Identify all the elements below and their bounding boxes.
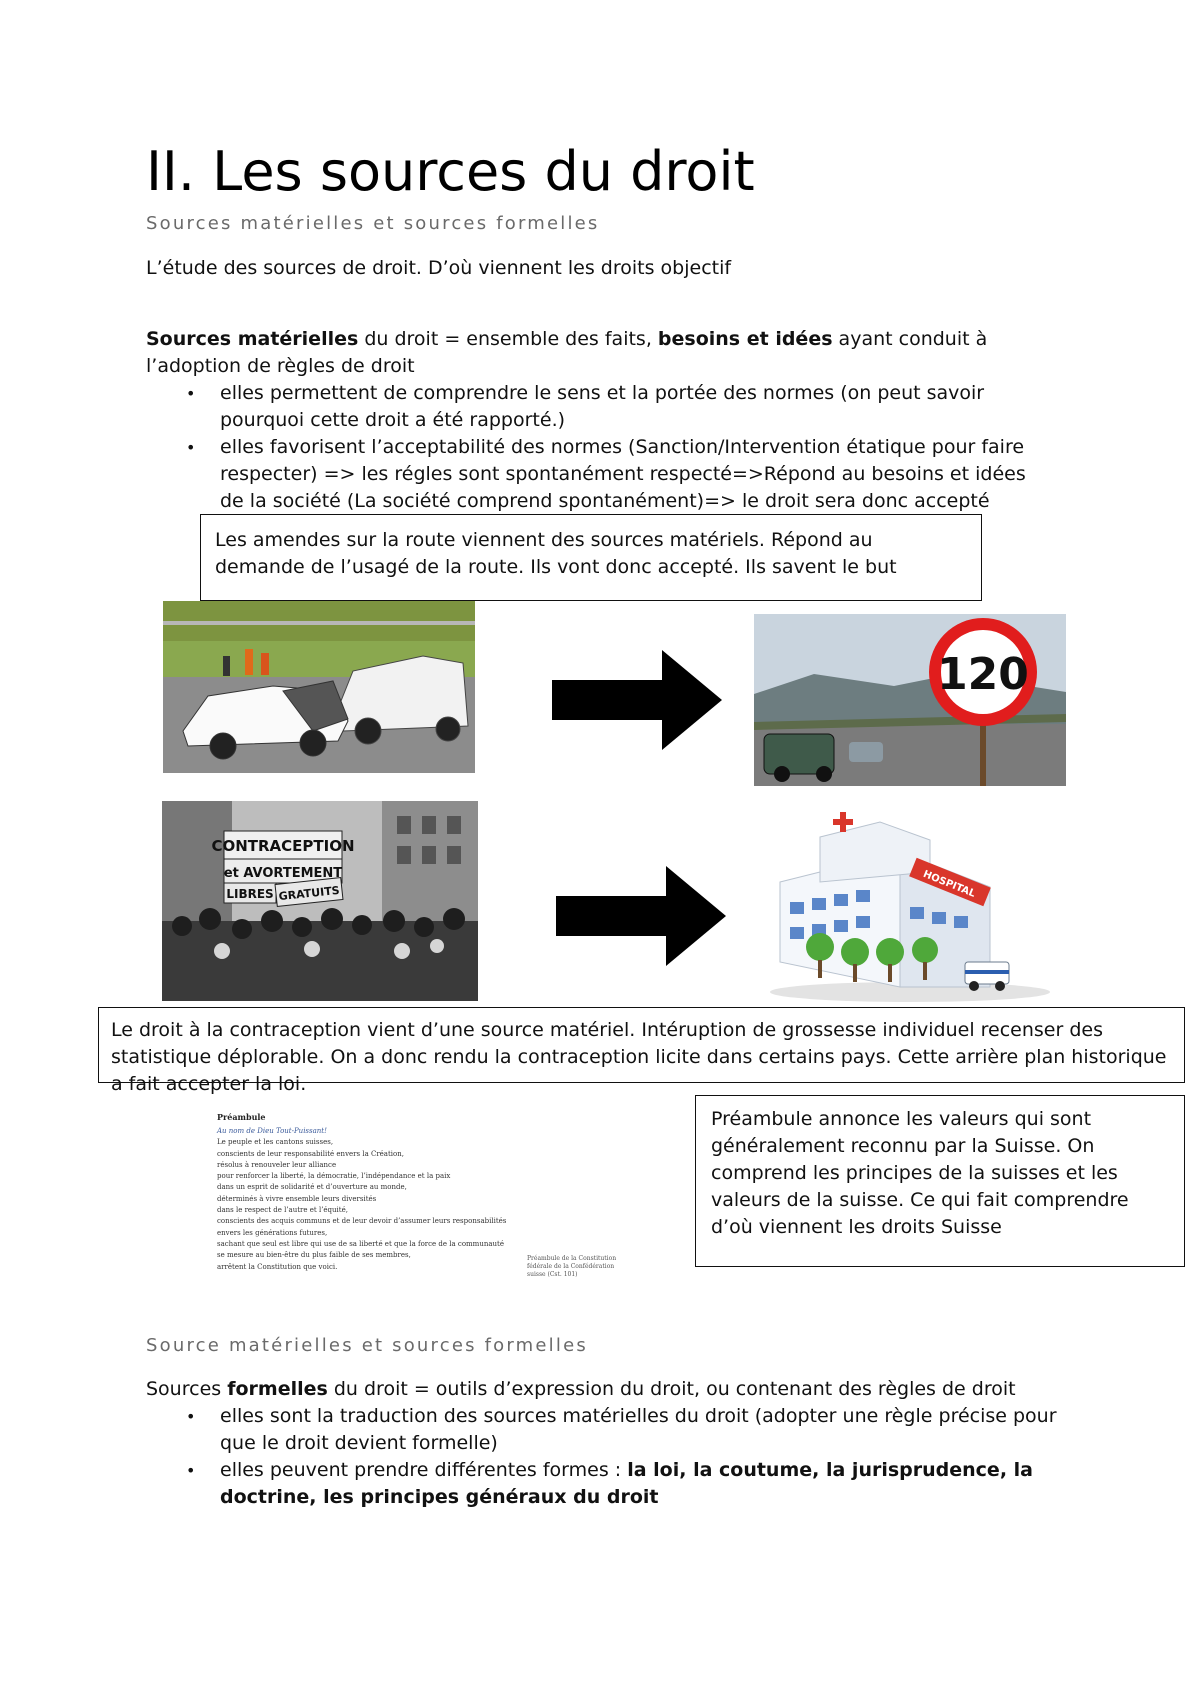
preamble-line: Le peuple et les cantons suisses, (217, 1138, 334, 1147)
protest-sign-1: CONTRACEPTION (211, 837, 355, 855)
protest-sign-2: et AVORTEMENT (223, 866, 343, 881)
preamble-line: arrêtent la Constitution que voici. (217, 1262, 338, 1271)
preamble-lines (217, 1126, 537, 1273)
formelles-bullet-1: elles sont la traduction des sources matérielles du droit (adopter une règle précise pour que le droit devient formelle) (220, 1405, 1057, 1454)
intro-text: L’étude des sources de droit. D’où viennent les droits objectif (146, 257, 732, 279)
preamble-line: envers les générations futures, (217, 1228, 328, 1237)
formelles-bullet-2b: la loi, la coutume, la jurisprudence, la doctrine, les principes généraux du droit (220, 1459, 1033, 1508)
preamble-line: dans un esprit de solidarité et d’ouverture au monde, (217, 1183, 407, 1192)
preamble-source: Préambule de la Constitution fédérale de la Confédération suisse (Cst. 101) (527, 1255, 617, 1278)
preamble-line: dans le respect de l’autre et l’équité, (217, 1206, 348, 1215)
preamble-heading: Préambule (217, 1112, 266, 1122)
formelles-bullet-2a: elles peuvent prendre différentes formes : (220, 1459, 628, 1481)
materielles-term: Sources matérielles (146, 328, 359, 350)
bullet-icon: • (186, 1407, 196, 1426)
preamble-line: conscients de leur responsabilité envers la Création, (217, 1149, 404, 1158)
formelles-lead: Sources (146, 1378, 228, 1400)
car-crash-photo (163, 601, 475, 773)
section-subtitle-2: Source matérielles et sources formelles (146, 1335, 588, 1356)
route-note-text: Les amendes sur la route viennent des sources matériels. Répond au demande de l’usagé de la route. Ils vont donc accepté. Ils savent le but (215, 529, 897, 578)
materielles-definition (146, 326, 1026, 380)
formelles-def: du droit = outils d’expression du droit, ou contenant des règles de droit (327, 1378, 1016, 1400)
preamble-line: Au nom de Dieu Tout-Puissant! (217, 1127, 327, 1135)
formelles-bullet-list (146, 1403, 1066, 1511)
formelles-term: formelles (227, 1378, 328, 1400)
contraception-note-box (98, 1007, 1185, 1095)
protest-sign-3: LIBRES (226, 887, 274, 901)
materielles-def-b: besoins et idées (657, 328, 833, 350)
list-item (146, 1403, 1066, 1457)
route-note-box (200, 514, 982, 601)
list-item (146, 1457, 1066, 1511)
preamble-line: sachant que seul est libre qui use de sa liberté et que la force de la communauté (217, 1239, 504, 1248)
materielles-bullet-1: elles permettent de comprendre le sens et la portée des normes (on peut savoir pourquoi cette droit a été rapporté.) (220, 382, 985, 431)
preambule-note-box (695, 1095, 1185, 1267)
list-item (146, 380, 1026, 434)
page-title: II. Les sources du droit (146, 140, 755, 203)
bullet-icon: • (186, 1461, 196, 1480)
speed-limit-photo (754, 614, 1066, 786)
list-item (146, 434, 1026, 515)
preamble-document-image (197, 1100, 645, 1286)
preambule-note-text: Préambule annonce les valeurs qui sont généralement reconnu par la Suisse. On comprend les principes de la suisses et les valeurs de la suisse. Ce qui fait comprendre d’où viennent les droits Suisse (711, 1108, 1129, 1238)
bullet-icon: • (186, 384, 196, 403)
preamble-line: se mesure au bien-être du plus faible de ses membres, (217, 1251, 411, 1260)
speed-sign-value: 120 (937, 649, 1029, 700)
materielles-bullet-2: elles favorisent l’acceptabilité des normes (Sanction/Intervention étatique pour faire respecter) => les régles sont spontanément respecté=>Répond au besoins et idées de la société (La société comprend spontanément)=> le droit sera donc accepté (220, 436, 1026, 512)
arrow-right-icon (552, 650, 722, 750)
materielles-bullet-list (146, 380, 1026, 515)
protest-photo (162, 801, 478, 1001)
arrow-right-icon (556, 866, 726, 966)
hospital-label: HOSPITAL (921, 868, 977, 900)
protest-sign-4: GRATUITS (278, 883, 341, 904)
contraception-note-text: Le droit à la contraception vient d’une source matériel. Intéruption de grossesse individuel recenser des statistique déplorable. On a donc rendu la contraception licite dans certains pays. Cette arrière plan historique a fait accepter la loi. (111, 1019, 1167, 1095)
preamble-line: pour renforcer la liberté, la démocratie, l’indépendance et la paix (217, 1172, 451, 1181)
hospital-image (760, 812, 1060, 1007)
formelles-definition (146, 1376, 1046, 1403)
preamble-line: déterminés à vivre ensemble leurs diversités (217, 1194, 377, 1203)
section-subtitle: Sources matérielles et sources formelles (146, 213, 600, 234)
preamble-line: résolus à renouveler leur alliance (217, 1160, 337, 1169)
preamble-line: conscients des acquis communs et de leur devoir d’assumer leurs responsabilités (217, 1217, 507, 1226)
bullet-icon: • (186, 438, 196, 457)
materielles-def-a: du droit = ensemble des faits, (358, 328, 658, 350)
materielles-def-c: ayant conduit à l’adoption de règles de droit (146, 328, 988, 377)
